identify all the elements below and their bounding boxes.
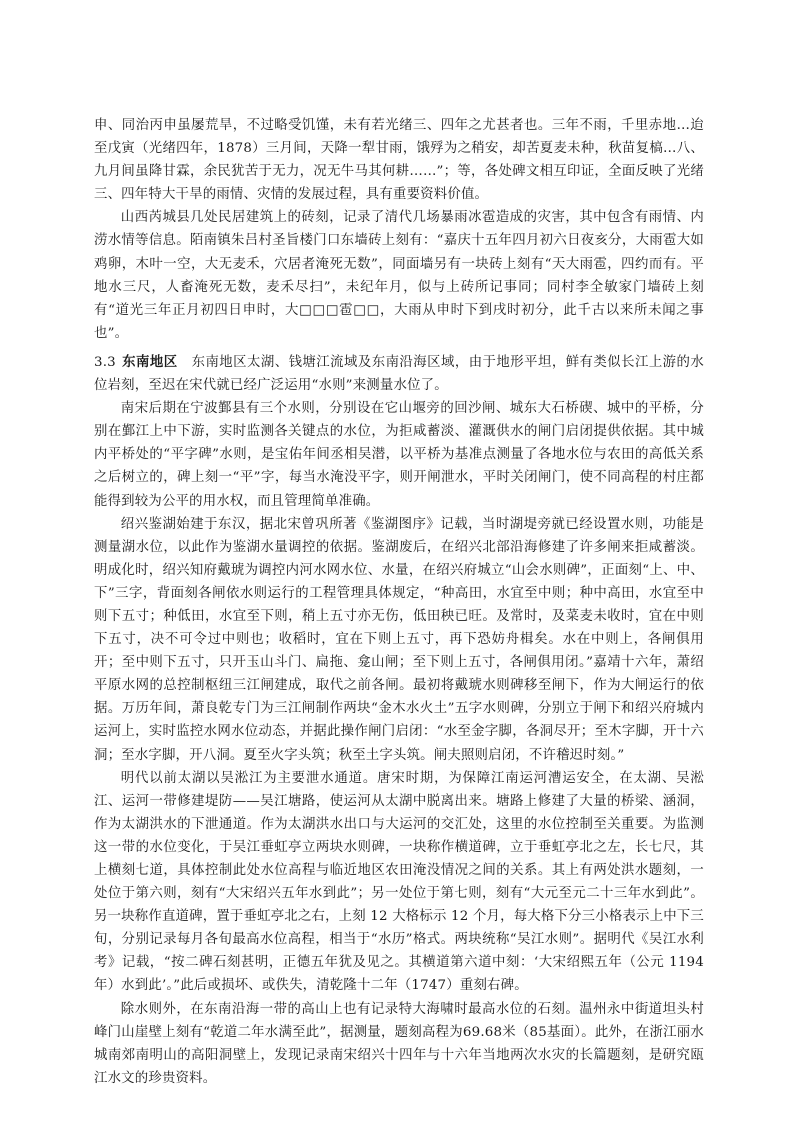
paragraph-coastal-inscriptions: 除水则外，在东南沿海一带的高山上也有记录特大海啸时最高水位的石刻。温州永中街道坦头村峰门山崖壁上刻有“乾道二年水满至此”，据测量，题刻高程为69.68米（85基面）。此外，在浙江丽水城南郊南明山的高阳洞壁上，发现记录南宋绍兴十四年与十六年当地两次水灾的长篇题刻，是研究瓯江水文的珍贵资料。 <box>94 1001 704 1086</box>
section-intro-text: 东南地区太湖、钱塘江流域及东南沿海区域，由于地形平坦，鲜有类似长江上游的水位岩刻，至迟在宋代就已经广泛运用“水则”来测量水位了。 <box>94 354 704 394</box>
section-heading: 东南地区 <box>121 354 178 370</box>
document-page <box>94 114 704 1090</box>
paragraph-taihu-wujiang: 明代以前太湖以吴淞江为主要泄水通道。唐宋时期，为保障江南运河漕运安全，在太湖、吴淞江、运河一带修建堤防——吴江塘路，使运河从太湖中脱离出来。塘路上修建了大量的桥梁、涵洞，作为太湖洪水的下泄通道。作为太湖洪水出口与大运河的交汇处，这里的水位控制至关重要。为监测这一带的水位变化，于吴江垂虹亭立两块水则碑，一块称作横道碑，立于垂虹亭北之左，长七尺，其上横刻七道，具体控制此处水位高程与临近地区农田淹没情况之间的关系。其上有两处洪水题刻，一处位于第六则，刻有“大宋绍兴五年水到此”；另一处位于第七则，刻有“大元至元二十三年水到此”。另一块称作直道碑，置于垂虹亭北之右，上刻 12 大格标示 12 个月，每大格下分三小格表示上中下三旬，分别记录每月各旬最高水位高程，相当于“水历”格式。两块统称“吴江水则”。据明代《吴江水利考》记载，“按二碑石刻甚明，正德五年犹及见之。其横道第六道中刻：‘大宋绍熙五年（公元 1194 年）水到此’。”此后或损坏、或佚失，清乾隆十二年（1747）重刻右碑。 <box>94 770 704 994</box>
section-number: 3.3 <box>94 354 116 370</box>
paragraph-ruicheng-brick-carvings: 山西芮城县几处民居建筑上的砖刻，记录了清代几场暴雨冰雹造成的灾害，其中包含有雨情、内涝水情等信息。陌南镇朱吕村圣旨楼门口东墙砖上刻有：“嘉庆十五年四月初六日夜亥分，大雨雹大如鸡卵，木叶一空，大无麦禾，穴居者淹死无数”，同面墙另有一块砖上刻有“天大雨雹，四约而有。平地水三尺，人畜淹死无数，麦禾尽扫”，未纪年月，似与上砖所记事同；同村李全敏家门墙砖上刻有“道光三年正月初四日申时，大□□□雹□□，大雨从申时下到戌时初分，此千古以来所未闻之事也”。 <box>94 210 704 341</box>
paragraph-ningbo-water-gauges: 南宋后期在宁波鄞县有三个水则，分别设在它山堰旁的回沙闸、城东大石桥碶、城中的平桥，分别在鄞江上中下游，实时监测各关键点的水位，为拒咸蓄淡、灌溉供水的闸门启闭提供依据。其中城内平桥处的“平字碑”水则，是宝佑年间丞相吴潜，以平桥为基准点测量了各地水位与农田的高低关系之后树立的，碑上刻一“平”字，每当水淹没平字，则开闸泄水，平时关闭闸门，使不同高程的村庄都能得到较为公平的用水权，而且管理简单准确。 <box>94 401 704 509</box>
section-3-3-paragraph <box>94 351 704 397</box>
paragraph-shaoxing-jianhu: 绍兴鉴湖始建于东汉，据北宋曾巩所著《鉴湖图序》记载，当时湖堤旁就已经设置水则，功能是测量湖水位，以此作为鉴湖水量调控的依据。鉴湖废后，在绍兴北部沿海修建了许多闸来拒咸蓄淡。明成化时，绍兴知府戴琥为调控内河水网水位、水量，在绍兴府城立“山会水则碑”，正面刻“上、中、下”三字，背面刻各闸依水则运行的工程管理具体规定，“种高田，水宜至中则；种中高田，水宜至中则下五寸；种低田，水宜至下则，稍上五寸亦无伤，低田秧已旺。及常时，及菜麦未收时，宜在中则下五寸，决不可令过中则也；收稻时，宜在下则上五寸，再下恐妨舟楫矣。水在中则上，各闸俱用开；至中则下五寸，只开玉山斗门、扁拖、龛山闸；至下则上五寸，各闸俱用闭。”嘉靖十六年，萧绍平原水网的总控制枢纽三江闸建成，取代之前各闸。最初将戴琥水则碑移至闸下，作为大闸运行的依据。万历年间，萧良乾专门为三江闸制作两块“金木水火土”五字水则碑，分别立于闸下和绍兴府城内运河上，实时监控水网水位动态，并据此操作闸门启闭：“水至金字脚，各洞尽开；至木字脚，开十六洞；至水字脚，开八洞。夏至火字头筑；秋至土字头筑。闸夫照则启闭，不许稽迟时刻。” <box>94 516 704 763</box>
paragraph-continuation: 申、同治丙申虽屡荒旱，不过略受饥馑，未有若光绪三、四年之尤甚者也。三年不雨，千里赤地…迨至戊寅（光绪四年，1878）三月间，天降一犁甘雨，饿殍为之稍安，却苦夏麦未种，秋苗复槁…八、九月间虽降甘霖，余民犹苦于无力，况无牛马其何耕……”；等，各处碑文相互印证，全面反映了光绪三、四年特大干旱的雨情、灾情的发展过程，具有重要资料价值。 <box>94 118 704 203</box>
